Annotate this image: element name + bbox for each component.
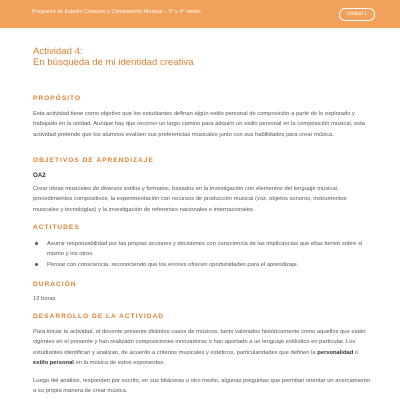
list-item [33,260,373,270]
activity-title: Actividad 4: [33,46,83,57]
attitudes-list [33,239,373,270]
attitude-text: Asumir responsabilidad por las propias acciones y decisiones con consciencia de las implicancias que ellas tienen sobre sí mismo y los otros. [47,241,363,258]
duration-heading: DURACIÓN [33,281,77,288]
development-heading: DESARROLLO DE LA ACTIVIDAD [33,313,165,320]
development-text-part: Para iniciar la actividad, el docente presente distintos casos de músicos, tanto valorados históricamente como aquellos que están vigentes en el presente y han realizado composiciones innovadoras o han aportado a un lenguaje estilístico en particular. Los estudiantes identifican y analizan, de acuerdo a criterios musicales y estéticos, particularidades que definen la [33,329,366,356]
highlight-personalidad: personalidad [317,349,354,356]
duration-value: 12 horas [33,296,56,302]
header-bar [0,0,400,28]
objectives-heading: OBJETIVOS DE APRENDIZAJE [33,157,154,164]
program-title: Programa de Estudio Creación y Composición Musical – 3° y 4° medio [32,9,201,15]
activity-subtitle: En búsqueda de mi identidad creativa [33,57,194,68]
bullet-icon [35,263,38,266]
unit-badge: Unidad 1 [339,8,375,21]
development-text-2: Luego del análisis, responden por escrito, en sus bitácoras u otro medio, algunas preguntas que permitan orientar un acercamiento a su propia manera de crear música. [33,378,371,395]
list-item [33,239,373,260]
development-text-part: o [353,349,359,356]
objective-code: OA2 [33,172,46,179]
development-text-part: en la música de estos exponentes. [73,360,165,367]
attitudes-heading: ACTITUDES [33,224,80,231]
bullet-icon [35,242,38,245]
development-text-1 [33,327,373,369]
objective-text: Crear obras musicales de diversos estilos y formatos, basados en la investigación con elementos del lenguaje musical, procedimientos compositivos, la experimentación con recursos de producción musical (voz, objetos sonoros, instrumentos musicales y tecnologías) y la investigación de referentes nacionales e internacionales. [33,186,347,213]
highlight-estilo-personal: estilo personal [33,360,74,367]
purpose-heading: PROPÓSITO [33,95,82,102]
attitude-text: Pensar con consciencia, reconociendo que los errores ofrecen oportunidades para el aprendizaje. [47,261,299,268]
purpose-text: Esta actividad tiene como objetivo que los estudiantes definan algún estilo personal de composición a partir de lo explorado y trabajado en la unidad. Aunque hay que recorrer un largo camino para adquirir un estilo personal en la composición musical, esta actividad pretende que los alumnos evalúen sus preferencias musicales junto con sus habilidades para crear música. [33,111,365,138]
